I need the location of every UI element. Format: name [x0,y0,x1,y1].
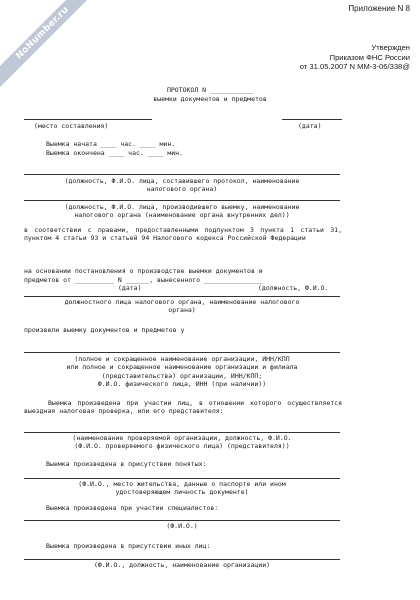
appendix-label: Приложение N 8 [348,4,410,13]
decision-official-line [24,296,340,297]
organization-line [24,352,340,353]
checked-caption: (наименование проверяемой организации, должность, Ф.И.О. (Ф.И.О. проверяемого физического лица) (представителя)) [72,434,292,451]
checked-line [24,432,340,433]
date-caption: (дата) [298,122,322,130]
place-caption: (место составления) [34,122,109,130]
decision-official-caption: (должность, Ф.И.О. [258,284,329,292]
witness-line [24,478,340,479]
seized-from-line: произвели выемку документов и предметов у [24,326,185,334]
approval-block [300,43,410,72]
end-time: Выемка окончена ____ час. ____ мин. [46,149,183,157]
others-signature-line [24,559,340,560]
specialist-line [24,520,340,521]
protocol-subtitle: выемки документов и предметов [153,95,267,103]
producer-caption: (должность, Ф.И.О. лица, производившего выемку, наименование налогового органа (наименование органа внутренних дел)) [64,203,300,220]
date-line [282,119,342,120]
specialist-caption: (Ф.И.О.) [166,522,198,530]
official-line [24,174,340,175]
others-caption: (Ф.И.О., должность, наименование организации) [93,561,271,569]
organization-caption: (полное и сокращенное наименование организации, ИНН/КПП или полное и сокращенное наименование организации и филиала (представительства) организации, ИНН/КПП; Ф.И.О. физического лица, ИНН (при наличии)) [66,355,298,388]
decision-date-caption: (дата) [118,284,142,292]
participation-paragraph: Выемка произведена при участии лиц, в отношении которого осуществляется выездная налоговая проверка, или его представителя: [24,399,342,416]
specialists-line: Выемка произведена при участии специалистов: [46,504,219,512]
approval-line: от 31.05.2007 N ММ-3-06/338@ [299,62,410,72]
place-line [24,119,152,120]
others-line: Выемка произведена в присутствии иных лиц: [46,542,211,550]
official2-caption: должностного лица налогового органа, наименование налогового органа) [64,298,300,315]
decision-line-1: на основании постановления о производстве выемки документов и [24,267,263,275]
official-caption: (должность, Ф.И.О. лица, составившего протокол, наименование налогового органа) [64,177,300,194]
start-time: Выемка начата ____ час. ____ мин. [46,140,176,148]
basis-paragraph: в соответствии с правами, предоставленными подпунктом 3 пункта 1 статьи 31, пунктом 4 статьи 93 и статьей 94 Налогового кодекса Российской Федерации [24,226,342,243]
producer-line [24,200,340,201]
approval-line: Приказом ФНС России [329,52,410,62]
approval-line: Утвержден [371,43,410,52]
witness-caption: (Ф.И.О., место жительства, данные о паспорте или ином удостоверяющем личность документе) [78,480,286,497]
decision-line-2: предметов от __________ N ______, вынесенного _______________ [24,276,263,284]
watermark-ribbon: NoNumber.ru [0,0,101,92]
witnesses-line: Выемка произведена в присутствии понятых: [46,460,207,468]
protocol-title: ПРОТОКОЛ N ___________ [166,86,254,94]
